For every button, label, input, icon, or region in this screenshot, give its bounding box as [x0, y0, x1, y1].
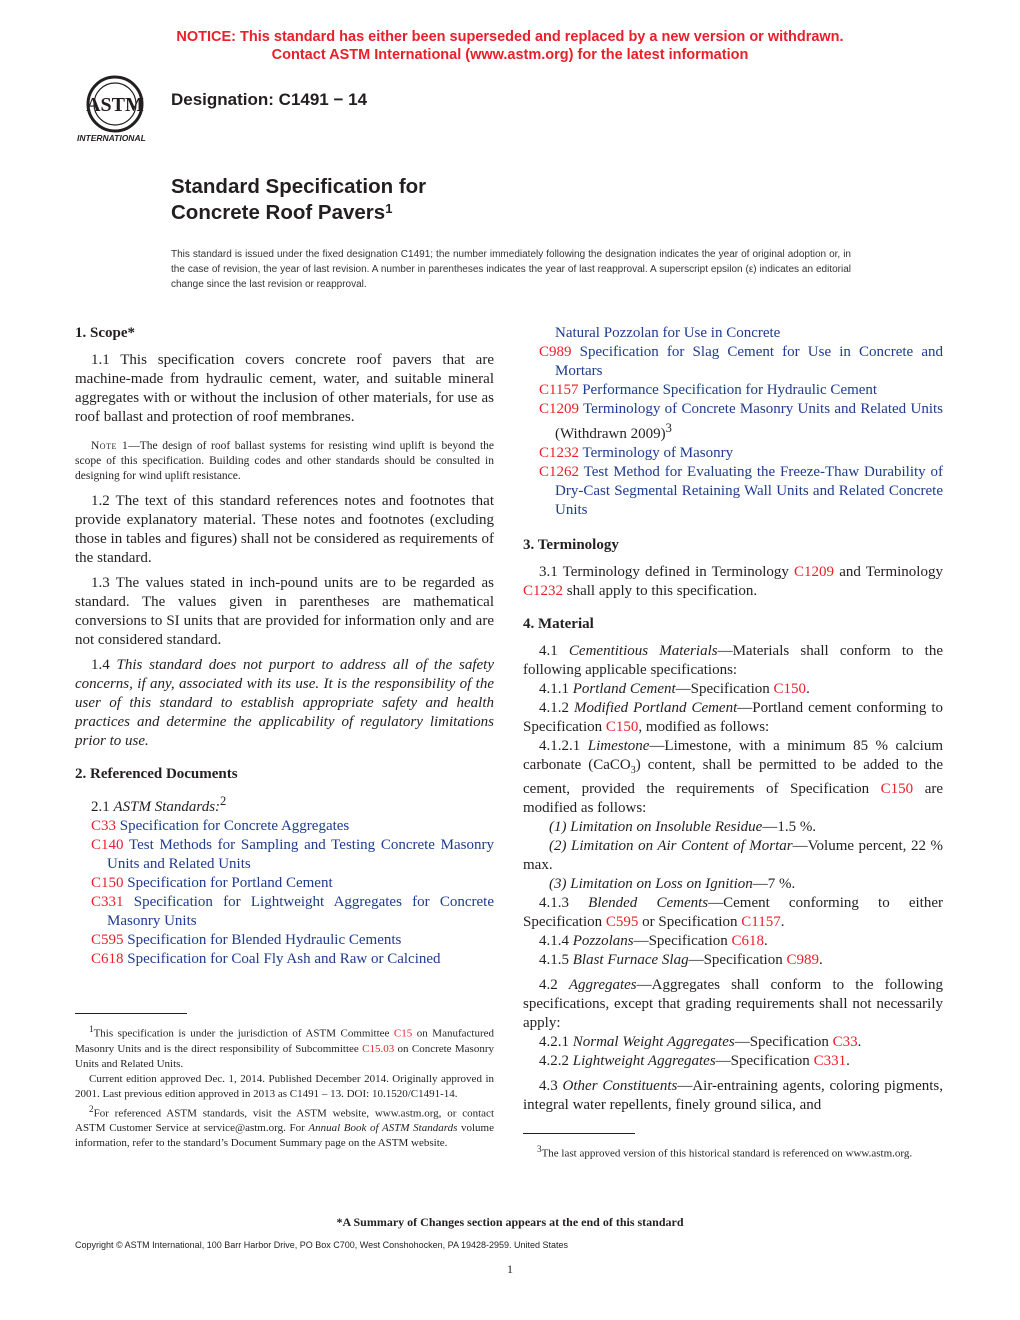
- para-4-1-2: 4.1.2 Modified Portland Cement—Portland cement conforming to Specification C150, modified as follows:: [523, 700, 943, 735]
- reference-item[interactable]: C618 Specification for Coal Fly Ash and Raw or Calcined: [91, 951, 441, 967]
- designation: Designation: C1491 − 14: [171, 90, 368, 109]
- scope-heading: 1. Scope*: [75, 325, 135, 341]
- referenced-docs-heading: 2. Referenced Documents: [75, 766, 238, 782]
- reference-item[interactable]: C1157 Performance Specification for Hydraulic Cement: [539, 382, 878, 398]
- right-column: [523, 324, 943, 1115]
- astm-logo: [75, 75, 161, 145]
- para-2-1: 2.1 ASTM Standards:$^2$: [91, 794, 227, 815]
- para-1-3: 1.3 The values stated in inch-pound units are to be regarded as standard. The values given in parentheses are mathematical conversions to SI units that are provided for information only and are not considered standard.: [75, 575, 494, 648]
- para-1-2: 1.2 The text of this standard references notes and footnotes that provide explanatory material. These notes and footnotes (excluding those in tables and figures) shall not be considered as requirements of the standard.: [75, 493, 494, 566]
- para-4-3: 4.3 Other Constituents—Air-entraining agents, coloring pigments, integral water repellents, finely ground silica, and: [523, 1078, 944, 1113]
- reference-item[interactable]: C33 Specification for Concrete Aggregates: [91, 818, 350, 834]
- notice-line-1: NOTICE: This standard has either been superseded and replaced by a new version or withdrawn.: [176, 29, 844, 45]
- para-4-1: 4.1 Cementitious Materials—Materials shall conform to the following applicable specifications:: [523, 643, 943, 678]
- logo-subtext: INTERNATIONAL: [77, 133, 146, 143]
- para-3-1: 3.1 Terminology defined in Terminology C1209 and Terminology C1232 shall apply to this specification.: [523, 564, 943, 599]
- copyright: Copyright © ASTM International, 100 Barr Harbor Drive, PO Box C700, West Conshohocken, PA 19428-2959. United States: [75, 1240, 569, 1250]
- title-footnote-mark: 1: [385, 201, 393, 216]
- footnote-1-edition: Current edition approved Dec. 1, 2014. Published December 2014. Originally approved in 2001. Last previous edition approved in 2013 as C1491 – 13. DOI: 10.1520/C1491-14.: [75, 1072, 494, 1100]
- reference-item[interactable]: C140 Test Methods for Sampling and Testing Concrete Masonry Units and Related Units: [91, 837, 495, 872]
- reference-item[interactable]: C1209 Terminology of Concrete Masonry Units and Related Units (Withdrawn 2009)$^3$: [539, 401, 943, 442]
- note-1: Note 1—The design of roof ballast systems for resisting wind uplift is beyond the scope of this specification. Building codes and other standards should be consulted in designing for wind uplift resistance.: [75, 440, 494, 482]
- logo-text: ASTM: [86, 94, 144, 116]
- footnote-rule: [523, 1133, 635, 1134]
- material-heading: 4. Material: [523, 616, 594, 632]
- notice-line-2: Contact ASTM International (www.astm.org) for the latest information: [271, 47, 749, 63]
- reference-item[interactable]: C331 Specification for Lightweight Aggregates for Concrete Masonry Units: [91, 894, 495, 929]
- title-line-1: Standard Specification for: [171, 175, 427, 198]
- subcommittee-link[interactable]: C15.03: [362, 1042, 395, 1055]
- terminology-heading: 3. Terminology: [523, 537, 619, 553]
- para-4-1-1: 4.1.1 Portland Cement—Specification C150.: [539, 681, 810, 697]
- para-1-1: 1.1 This specification covers concrete roof pavers that are machine-made from hydraulic cement, water, and suitable mineral aggregates with or without the inclusion of other materials, for use as roof ballast and protection of roof membranes.: [75, 352, 494, 425]
- reference-item[interactable]: C1232 Terminology of Masonry: [539, 445, 734, 461]
- para-4-2-2: 4.2.2 Lightweight Aggregates—Specification C331.: [539, 1053, 850, 1069]
- title-line-2: Concrete Roof Pavers$^1$: [171, 201, 393, 224]
- document-title: [171, 174, 426, 226]
- para-4-2: 4.2 Aggregates—Aggregates shall conform to the following specifications, except that grading requirements shall not necessarily apply:: [523, 977, 944, 1031]
- issuance-note: This standard is issued under the fixed designation C1491; the number immediately following the designation indicates the year of original adoption or, in the case of revision, the year of last revision. A number in parentheses indicates the year of last reapproval. A superscript epsilon (ε) indicates an editorial change since the last revision or reapproval.: [171, 249, 851, 290]
- reference-item-continued[interactable]: Natural Pozzolan for Use in Concrete: [555, 325, 781, 341]
- summary-of-changes-note: *A Summary of Changes section appears at the end of this standard: [336, 1215, 684, 1229]
- limitation-3: (3) Limitation on Loss on Ignition—7 %.: [549, 876, 796, 892]
- footnote-1: $^1$This specification is under the jurisdiction of ASTM Committee C15 on Manufactured Masonry Units and is the direct responsibility of Subcommittee C15.03 on Concrete Masonry Units and Related Units.: [75, 1024, 494, 1070]
- footnote-2: $^2$For referenced ASTM standards, visit the ASTM website, www.astm.org, or contact ASTM Customer Service at service@astm.org. For Annual Book of ASTM Standards volume information, refer to the standard’s Document Summary page on the ASTM website.: [75, 1103, 494, 1150]
- footnote-3: $^3$The last approved version of this historical standard is referenced on www.astm.org.: [537, 1144, 913, 1160]
- limitation-2: (2) Limitation on Air Content of Mortar—Volume percent, 22 % max.: [523, 838, 944, 873]
- supersede-notice: [0, 28, 1020, 64]
- para-4-2-1: 4.2.1 Normal Weight Aggregates—Specification C33.: [539, 1034, 862, 1050]
- reference-item[interactable]: C595 Specification for Blended Hydraulic Cements: [91, 932, 402, 948]
- para-1-4: 1.4 This standard does not purport to address all of the safety concerns, if any, associated with its use. It is the responsibility of the user of this standard to establish appropriate safety and health practices and determine the applicability of regulatory limitations prior to use.: [75, 657, 495, 749]
- footnotes-left: [75, 1013, 494, 1151]
- footnote-rule: [75, 1013, 187, 1014]
- page-number: 1: [507, 1262, 513, 1276]
- reference-item[interactable]: C150 Specification for Portland Cement: [91, 875, 333, 891]
- para-4-1-4: 4.1.4 Pozzolans—Specification C618.: [539, 933, 768, 949]
- committee-link[interactable]: C15: [393, 1027, 413, 1040]
- reference-item[interactable]: C989 Specification for Slag Cement for Use in Concrete and Mortars: [539, 344, 943, 379]
- para-4-1-5: 4.1.5 Blast Furnace Slag—Specification C989.: [539, 952, 823, 968]
- para-4-1-2-1: 4.1.2.1 Limestone—Limestone, with a minimum 85 % calcium carbonate (CaCO$_3$) content, shall be permitted to be added to the cement, provided the requirements of Specification C150 are modified as follows:: [523, 738, 944, 816]
- reference-item[interactable]: C1262 Test Method for Evaluating the Freeze-Thaw Durability of Dry-Cast Segmental Retaining Wall Units and Related Concrete Units: [539, 464, 943, 518]
- reference-list-left: [75, 817, 494, 969]
- left-column: [75, 324, 494, 969]
- astm-logo-mark: [75, 75, 161, 145]
- footnotes-right: [523, 1133, 943, 1162]
- para-4-1-3: 4.1.3 Blended Cements—Cement conforming to either Specification C595 or Specification C1157.: [523, 895, 944, 930]
- limitation-1: (1) Limitation on Insoluble Residue—1.5 %.: [549, 819, 817, 835]
